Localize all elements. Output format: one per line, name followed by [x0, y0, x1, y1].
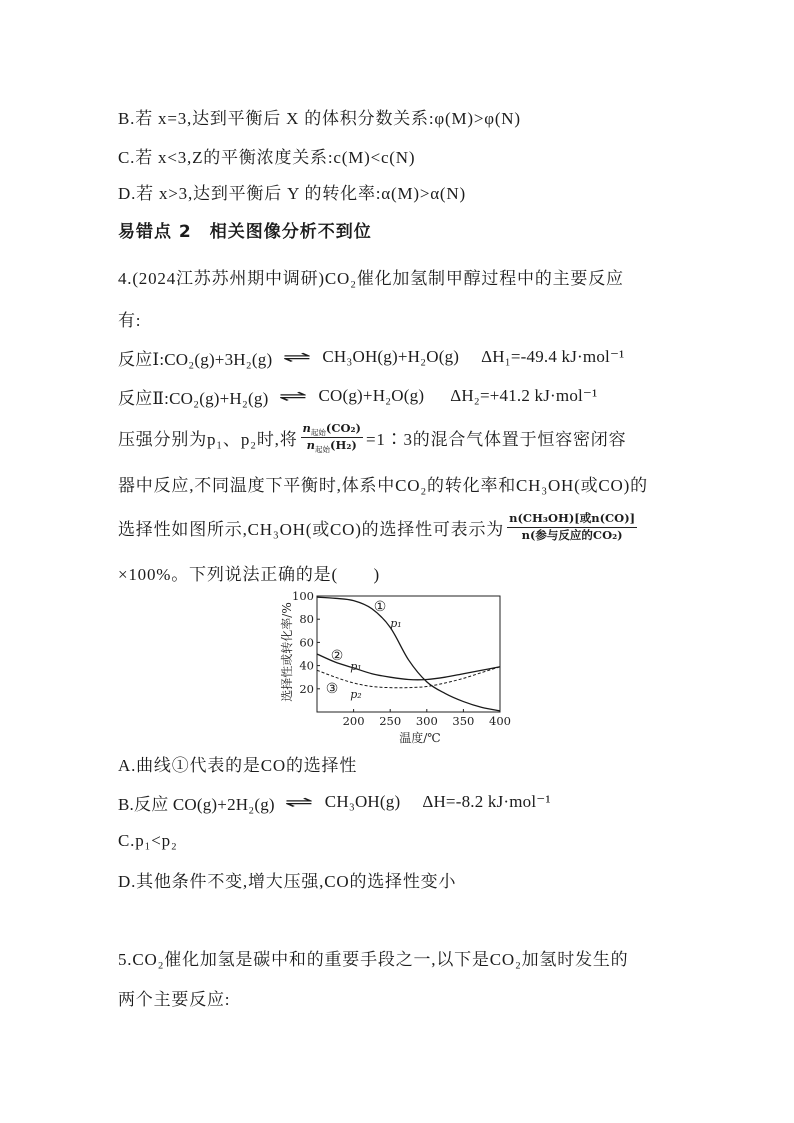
x-tick-label: 200 [342, 714, 365, 728]
option-d: D.其他条件不变,增大压强,CO的选择性变小 [118, 871, 457, 891]
x-tick-label: 250 [379, 714, 402, 728]
y-tick-label: 80 [299, 612, 314, 627]
selectivity-conversion-chart [278, 586, 510, 748]
reaction-2-enthalpy: ΔH₂=+41.2 kJ·mol⁻¹ [450, 386, 598, 405]
y-tick-label: 60 [299, 635, 314, 650]
molar-ratio-fraction [301, 422, 363, 453]
q4-stem-line-5 [118, 420, 627, 454]
selectivity-fraction [507, 512, 637, 543]
option-b-left: B.反应 CO(g)+2H₂(g) [118, 794, 275, 814]
x-tick-label: 300 [415, 714, 438, 728]
reaction-1 [118, 344, 624, 370]
option-d-prev: D.若 x>3,达到平衡后 Y 的转化率:α(M)>α(N) [118, 183, 466, 203]
q4-stem-line-1: 4.(2024江苏苏州期中调研)CO₂催化加氢制甲醇过程中的主要反应 [118, 268, 624, 288]
option-b-right: CH₃OH(g) [324, 792, 401, 811]
reaction-1-left: 反应Ⅰ:CO₂(g)+3H₂(g) [118, 349, 273, 369]
line5-after: =1∶3的混合气体置于恒容密闭容 [365, 429, 627, 449]
option-b-prev: B.若 x=3,达到平衡后 X 的体积分数关系:φ(M)>φ(N) [118, 108, 521, 128]
curve-number-label: ③ [325, 681, 339, 697]
q4-stem-line-8: ×100%。下列说法正确的是( ) [118, 564, 380, 584]
fraction-denominator: n(参与反应的CO₂) [521, 527, 623, 542]
y-axis-label: 选择性或转化率/% [280, 602, 294, 702]
series-line-3 [317, 667, 500, 688]
equilibrium-arrow-icon: ⇌ [285, 793, 315, 811]
y-tick-label: 20 [299, 681, 314, 696]
q5-stem-line-1: 5.CO₂催化加氢是碳中和的重要手段之一,以下是CO₂加氢时发生的 [118, 949, 629, 969]
curve-pressure-label: p₁ [350, 660, 362, 673]
section-heading: 易错点 2 相关图像分析不到位 [118, 221, 372, 242]
q5-stem-line-2: 两个主要反应: [118, 989, 231, 1009]
x-tick-label: 350 [452, 714, 475, 728]
fraction-denominator: $n_{起始}(H_2)$ [306, 437, 357, 454]
y-tick-label: 40 [299, 658, 314, 673]
q4-stem-line-2: 有: [118, 310, 142, 330]
fraction-numerator: $n_{起始}(CO_2)$ [302, 420, 361, 437]
x-axis-label: 温度/℃ [399, 731, 441, 745]
y-tick-label: 100 [292, 589, 314, 603]
series-line-1 [317, 597, 500, 711]
reaction-2-left: 反应Ⅱ:CO₂(g)+H₂(g) [118, 388, 269, 408]
option-b-enthalpy: ΔH=-8.2 kJ·mol⁻¹ [422, 792, 551, 811]
plot-frame [317, 596, 500, 712]
option-c: C.p₁<p₂ [118, 831, 178, 850]
reaction-2 [118, 383, 597, 409]
line7-before: 选择性如图所示,CH₃OH(或CO)的选择性可表示为 [118, 519, 505, 539]
option-b [118, 789, 551, 815]
reaction-1-right: CH₃OH(g)+H₂O(g) [322, 347, 460, 366]
option-a: A.曲线①代表的是CO的选择性 [118, 755, 358, 775]
line5-before: 压强分别为p₁、p₂时,将 [118, 429, 298, 449]
curve-number-label: ① [373, 599, 387, 615]
curve-number-label: ② [330, 648, 344, 664]
series-line-2 [317, 654, 500, 680]
reaction-1-enthalpy: ΔH₁=-49.4 kJ·mol⁻¹ [481, 347, 625, 366]
q4-stem-line-6: 器中反应,不同温度下平衡时,体系中CO₂的转化率和CH₃OH(或CO)的 [118, 475, 648, 495]
equilibrium-arrow-icon: ⇌ [278, 387, 309, 405]
fraction-numerator: n(CH₃OH)[或n(CO)] [507, 512, 637, 528]
option-c-prev: C.若 x<3,Z的平衡浓度关系:c(M)<c(N) [118, 147, 416, 167]
reaction-2-right: CO(g)+H₂O(g) [318, 386, 425, 405]
curve-pressure-label: p₁ [390, 617, 402, 630]
q4-stem-line-7 [118, 510, 640, 542]
equilibrium-arrow-icon: ⇌ [282, 348, 313, 366]
x-tick-label: 400 [489, 714, 511, 728]
curve-pressure-label: p₂ [350, 688, 362, 701]
